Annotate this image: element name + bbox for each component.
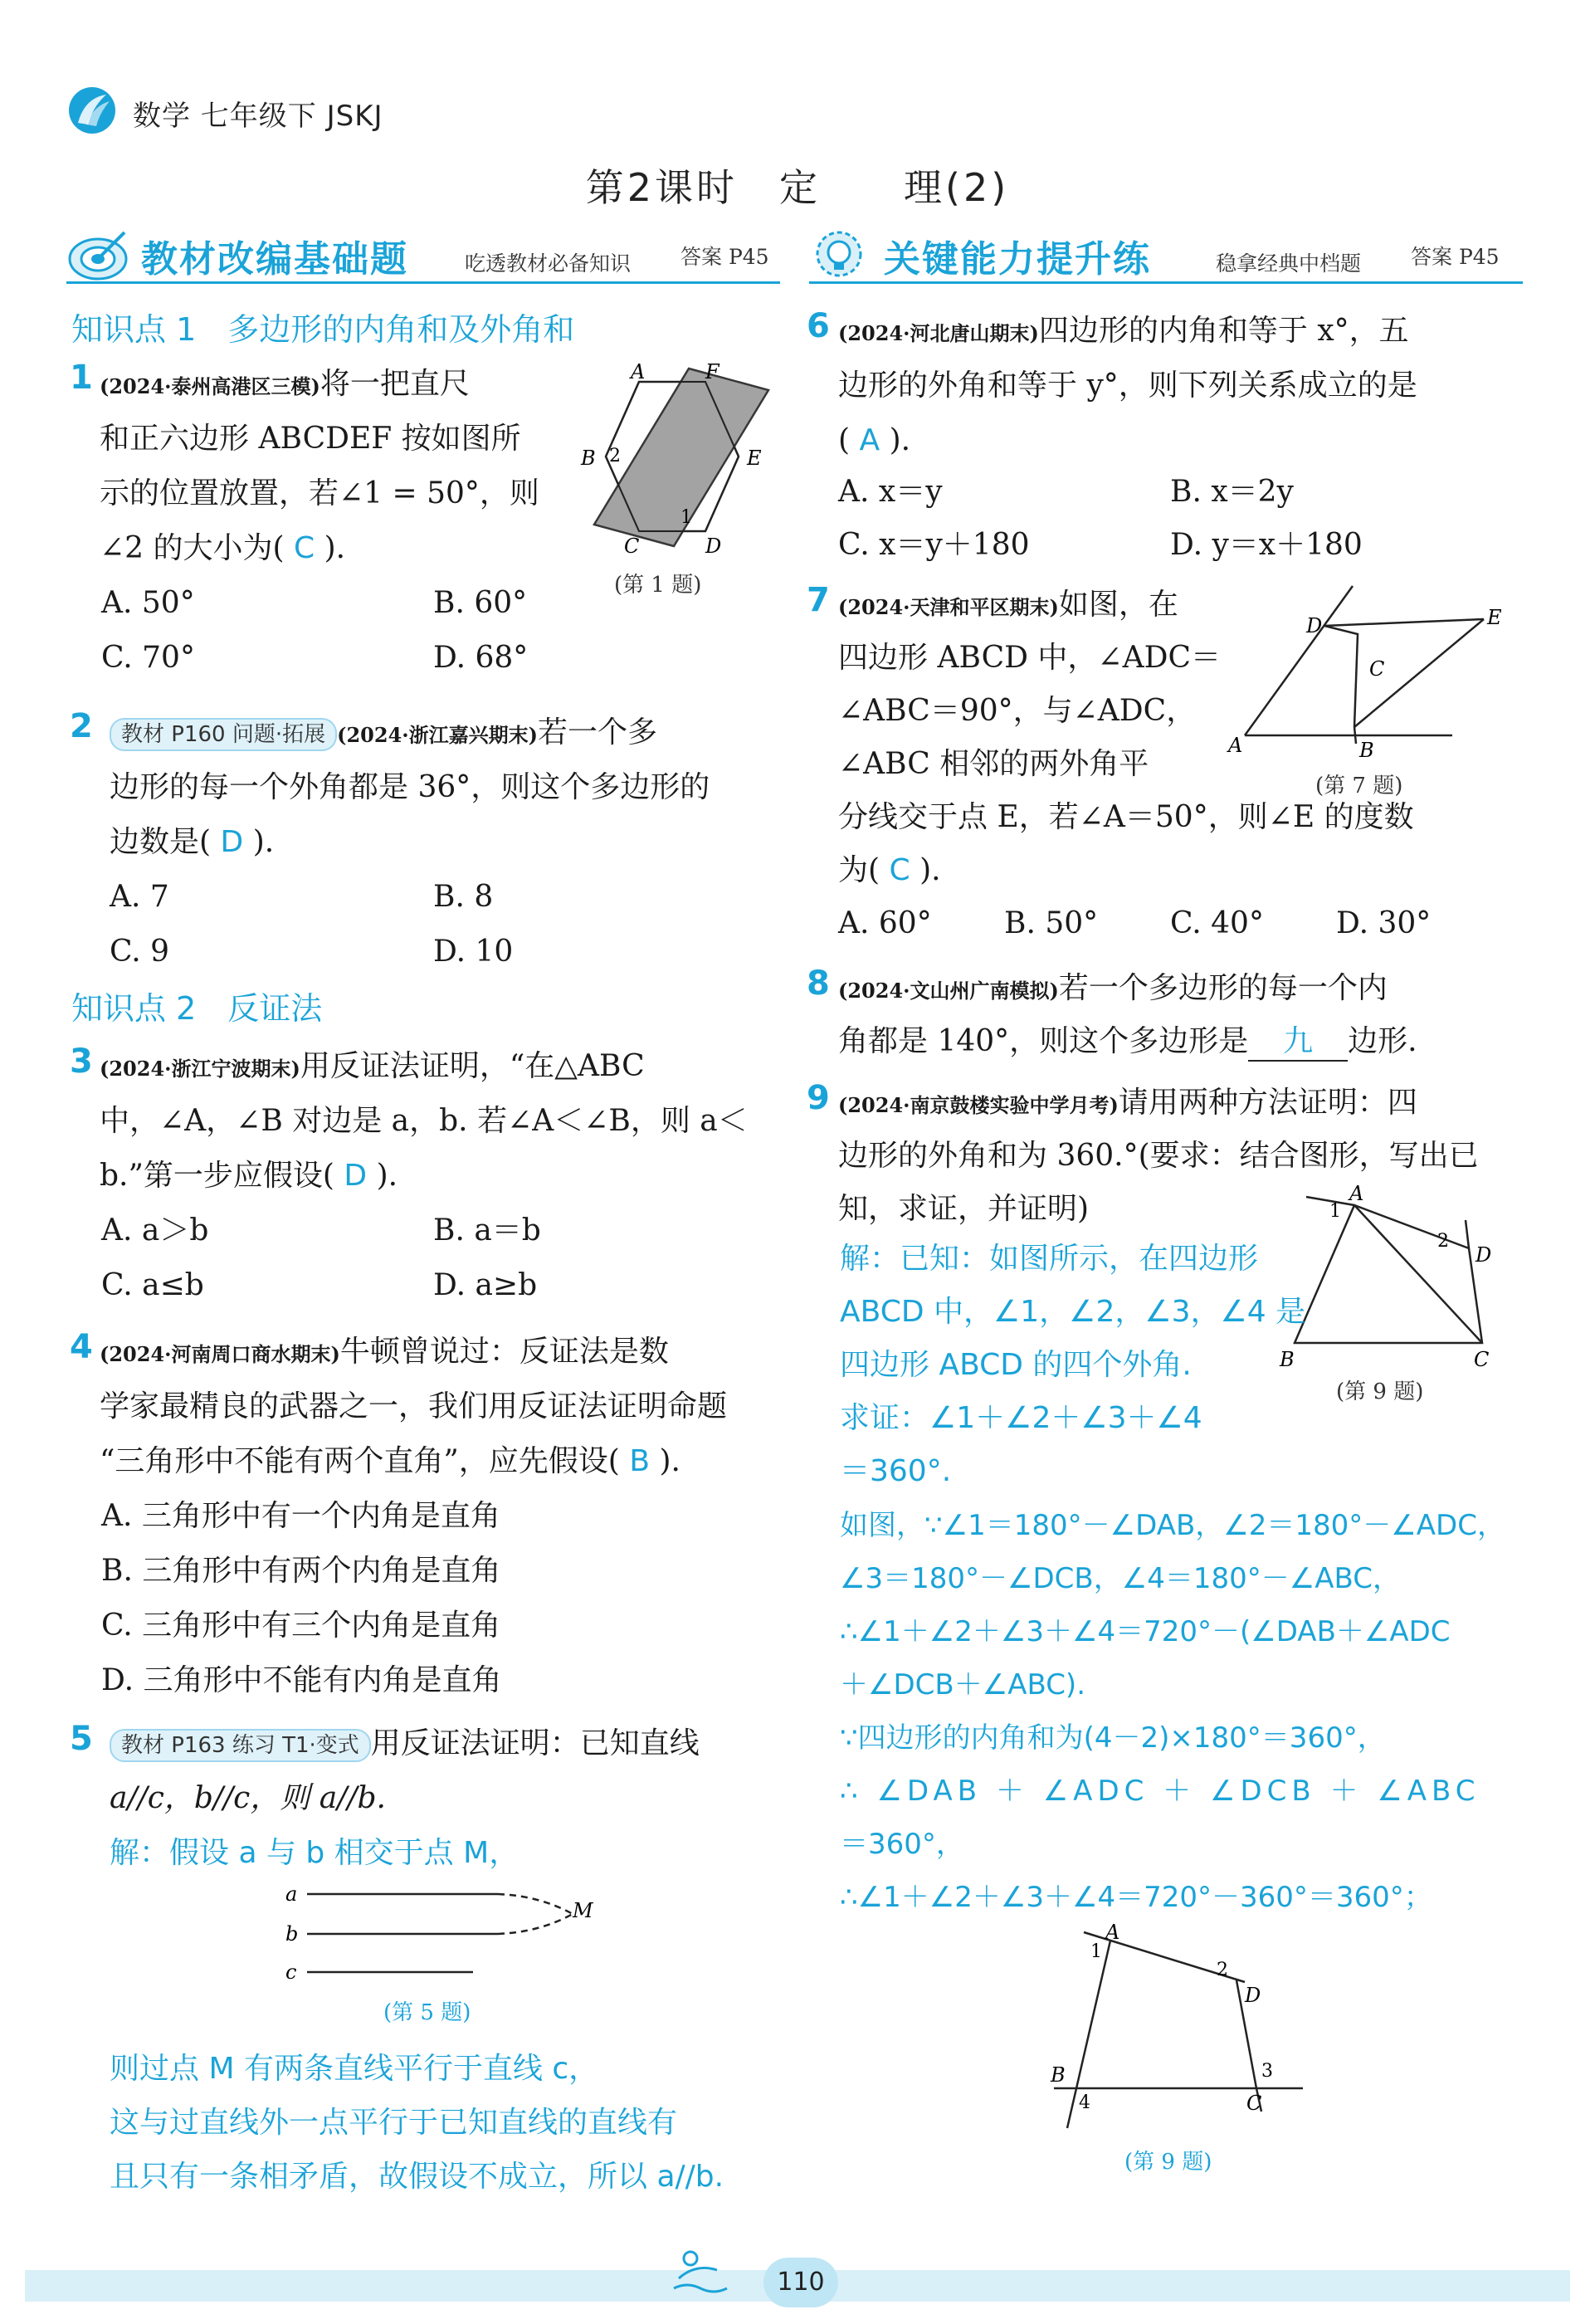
q5-tag: 教材 P163 练习 T1·变式	[110, 1729, 371, 1762]
q4-option-c: C. 三角形中有三个内角是直角	[101, 1609, 501, 1643]
q7-number: 7	[807, 581, 830, 619]
q4-option-a: A. 三角形中有一个内角是直角	[101, 1499, 500, 1533]
page-number: 110	[763, 2258, 838, 2307]
q3-option-a: A. a＞b	[101, 1213, 209, 1247]
q9-solution-12: ＝360°，	[840, 1828, 964, 1861]
q9-fig2-label-D: D	[1245, 1984, 1261, 2007]
q1-label-F: F	[705, 360, 719, 383]
q8-answer: 九	[1248, 1023, 1348, 1062]
q3-line1: (2024·浙江宁波期末)用反证法证明，“在△ABC	[100, 1049, 645, 1083]
q9-fig2-label-A: A	[1105, 1924, 1120, 1944]
q1-number: 1	[70, 359, 93, 397]
q5-label-M: M	[573, 1899, 593, 1922]
q1-line1: (2024·泰州高港区三模)将一把直尺	[100, 367, 470, 401]
q9-line1: (2024·南京鼓楼实验中学月考)请用两种方法证明：四	[838, 1086, 1417, 1120]
q9-solution-5: ＝360°.	[840, 1454, 952, 1488]
q9-fig1-label-C: C	[1474, 1348, 1490, 1371]
left-section-title: 教材改编基础题	[141, 238, 408, 281]
left-section-answer-ref: 答案 P45	[680, 245, 769, 269]
q9-solution-8: ∴∠1＋∠2＋∠3＋∠4＝720°－(∠DAB＋∠ADC	[840, 1615, 1451, 1648]
q7-label-A: A	[1228, 734, 1243, 757]
q6-option-a: A. x＝y	[838, 475, 943, 509]
q9-solution-3: 四边形 ABCD 的四个外角.	[840, 1348, 1192, 1382]
q7-line6: 为( C ).	[838, 853, 941, 887]
q6-option-c: C. x＝y＋180	[838, 528, 1030, 562]
q9-fig1-label-D: D	[1475, 1243, 1492, 1267]
q3-answer: D	[344, 1159, 368, 1193]
q9-fig2-label-1: 1	[1090, 1941, 1102, 1962]
q1-label-2: 2	[609, 446, 621, 466]
q1-label-B: B	[581, 447, 596, 470]
q5-label-b: b	[285, 1922, 299, 1946]
right-section-answer-ref: 答案 P45	[1411, 245, 1500, 269]
lesson-title: 第2课时 定 理(2)	[585, 165, 1010, 210]
lightbulb-gear-icon	[809, 227, 876, 282]
q7-caption: (第 7 题)	[1315, 774, 1403, 798]
q4-line2: 学家最精良的武器之一，我们用反证法证明命题	[100, 1389, 728, 1423]
q2-line1: 教材 P160 问题·拓展 (2024·浙江嘉兴期末)若一个多	[110, 706, 657, 763]
q1-caption: (第 1 题)	[614, 573, 702, 598]
q9-solution-11: ∴ ∠DAB ＋ ∠ADC ＋ ∠DCB ＋ ∠ABC	[840, 1775, 1480, 1808]
q7-option-a: A. 60°	[838, 906, 932, 940]
q7-label-B: B	[1359, 739, 1374, 762]
q5-line2: a//c，b//c，则 a//b.	[110, 1781, 387, 1815]
q1-label-A: A	[631, 360, 646, 383]
target-icon	[66, 227, 133, 282]
q3-option-d: D. a≥b	[433, 1268, 538, 1302]
q1-line2: 和正六边形 ABCDEF 按如图所	[100, 422, 521, 456]
q9-figure-2	[1037, 1924, 1311, 2148]
q9-fig2-label-3: 3	[1261, 2061, 1273, 2082]
q9-solution-10: ∵四边形的内角和为(4－2)×180°＝360°，	[840, 1721, 1386, 1755]
q5-solution-4: 且只有一条相矛盾，故假设不成立，所以 a//b.	[110, 2160, 724, 2194]
book-logo-icon	[68, 86, 116, 134]
knowledge-point-2: 知识点 2 反证法	[71, 990, 323, 1027]
q4-answer: B	[629, 1444, 651, 1478]
left-section-subtitle: 吃透教材必备知识	[465, 251, 632, 276]
q1-option-a: A. 50°	[101, 586, 195, 620]
q7-line3: ∠ABC＝90°，与∠ADC，	[838, 694, 1197, 728]
q9-fig1-label-A: A	[1349, 1182, 1364, 1205]
q2-option-c: C. 9	[110, 935, 170, 969]
q4-line3: “三角形中不能有两个直角”，应先假设( B ).	[100, 1444, 680, 1478]
q1-label-E: E	[747, 447, 762, 470]
q5-line1: 教材 P163 练习 T1·变式 用反证法证明：已知直线	[110, 1716, 700, 1771]
q9-solution-13: ∴∠1＋∠2＋∠3＋∠4＝720°－360°＝360°；	[840, 1881, 1432, 1914]
q6-line2: 边形的外角和等于 y°，则下列关系成立的是	[838, 369, 1417, 403]
q4-line1: (2024·河南周口商水期末)牛顿曾说过：反证法是数	[100, 1335, 669, 1369]
q7-line4: ∠ABC 相邻的两外角平	[838, 747, 1149, 781]
q7-option-d: D. 30°	[1336, 906, 1432, 940]
q7-answer: C	[889, 853, 910, 887]
q9-fig2-label-B: B	[1051, 2063, 1066, 2087]
q9-line3: 知，求证，并证明)	[838, 1192, 1090, 1226]
q6-line1: (2024·河北唐山期末)四边形的内角和等于 x°，五	[838, 314, 1409, 348]
q8-line1: (2024·文山州广南模拟)若一个多边形的每一个内	[838, 971, 1388, 1005]
q6-option-d: D. y＝x＋180	[1170, 528, 1363, 562]
q2-option-a: A. 7	[110, 880, 169, 914]
q9-fig2-label-4: 4	[1079, 2092, 1090, 2113]
q9-fig1-label-1: 1	[1329, 1201, 1341, 1222]
q5-number: 5	[70, 1720, 93, 1758]
q7-line1: (2024·天津和平区期末)如图，在	[838, 588, 1178, 622]
q3-number: 3	[70, 1042, 93, 1081]
q9-figure-1	[1278, 1180, 1527, 1371]
right-section-banner	[809, 226, 1523, 284]
q7-option-c: C. 40°	[1170, 906, 1264, 940]
q2-tag: 教材 P160 问题·拓展	[110, 718, 337, 751]
q9-solution-1: 解：已知：如图所示，在四边形	[840, 1242, 1259, 1276]
q9-solution-2: ABCD 中，∠1，∠2，∠3，∠4 是	[840, 1295, 1306, 1329]
q5-solution-2: 则过点 M 有两条直线平行于直线 c，	[110, 2052, 599, 2086]
q2-line2: 边形的每一个外角都是 36°，则这个多边形的	[110, 770, 710, 804]
q9-number: 9	[807, 1079, 830, 1117]
q1-label-C: C	[624, 535, 640, 558]
q6-answer: A	[859, 423, 880, 457]
left-section-banner	[66, 226, 780, 284]
swimmer-icon	[671, 2245, 737, 2295]
q7-line5: 分线交于点 E，若∠A＝50°，则∠E 的度数	[838, 800, 1414, 834]
q2-answer: D	[220, 825, 244, 859]
q2-line3: 边数是( D ).	[110, 825, 275, 859]
q2-number: 2	[70, 707, 93, 745]
right-section-title: 关键能力提升练	[884, 238, 1151, 281]
q1-label-1: 1	[680, 507, 692, 528]
q9-fig1-label-2: 2	[1437, 1231, 1449, 1252]
q2-option-d: D. 10	[433, 935, 514, 969]
q3-line3: b.”第一步应假设( D ).	[100, 1159, 398, 1193]
q7-figure	[1220, 578, 1519, 769]
q5-figure	[282, 1877, 606, 1985]
q5-solution-3: 这与过直线外一点平行于已知直线的直线有	[110, 2106, 678, 2140]
q5-caption: (第 5 题)	[383, 2000, 471, 2025]
q9-solution-7: ∠3＝180°－∠DCB，∠4＝180°－∠ABC，	[840, 1562, 1401, 1595]
q7-option-b: B. 50°	[1004, 906, 1099, 940]
header-subject: 数学 七年级下 JSKJ	[133, 100, 383, 133]
q6-option-b: B. x＝2y	[1170, 475, 1294, 509]
q9-solution-6: 如图，∵∠1＝180°－∠DAB，∠2＝180°－∠ADC，	[840, 1509, 1505, 1542]
q7-label-D: D	[1306, 614, 1323, 637]
q3-option-b: B. a＝b	[433, 1213, 541, 1247]
q5-label-a: a	[285, 1882, 298, 1906]
q5-solution-1: 解：假设 a 与 b 相交于点 M，	[110, 1836, 519, 1870]
q7-label-E: E	[1487, 606, 1502, 629]
q9-solution-4: 求证：∠1＋∠2＋∠3＋∠4	[840, 1401, 1202, 1435]
q1-answer: C	[294, 531, 315, 565]
q1-figure	[573, 357, 780, 564]
q4-number: 4	[70, 1328, 93, 1366]
q1-line4: ∠2 的大小为( C ).	[100, 531, 346, 565]
q9-line2: 边形的外角和为 360.°(要求：结合图形，写出已	[838, 1139, 1479, 1173]
q6-number: 6	[807, 307, 830, 345]
q8-number: 8	[807, 964, 830, 1003]
q9-caption-2: (第 9 题)	[1124, 2150, 1212, 2175]
q9-fig1-label-B: B	[1280, 1348, 1295, 1371]
q8-line2: 角都是 140°，则这个多边形是 九 边形.	[838, 1014, 1417, 1069]
q9-fig2-label-C: C	[1246, 2092, 1262, 2115]
q3-option-c: C. a≤b	[101, 1268, 204, 1302]
q7-line2: 四边形 ABCD 中，∠ADC＝	[838, 641, 1221, 675]
q4-option-d: D. 三角形中不能有内角是直角	[101, 1663, 502, 1697]
q4-option-b: B. 三角形中有两个内角是直角	[101, 1554, 501, 1588]
q3-line2: 中，∠A，∠B 对边是 a，b. 若∠A＜∠B，则 a＜	[100, 1104, 748, 1138]
q7-label-C: C	[1369, 657, 1385, 681]
knowledge-point-1: 知识点 1 多边形的内角和及外角和	[71, 311, 575, 348]
q1-option-d: D. 68°	[433, 641, 529, 675]
q9-fig2-label-2: 2	[1217, 1960, 1228, 1980]
q9-solution-9: ＋∠DCB＋∠ABC).	[840, 1668, 1086, 1702]
q6-line3: ( A ).	[838, 423, 911, 457]
q1-option-c: C. 70°	[101, 641, 195, 675]
q9-caption-1: (第 9 题)	[1336, 1379, 1424, 1404]
right-section-subtitle: 稳拿经典中档题	[1216, 251, 1362, 276]
q5-label-c: c	[285, 1960, 297, 1984]
q1-label-D: D	[705, 535, 722, 558]
q1-option-b: B. 60°	[433, 586, 528, 620]
q2-option-b: B. 8	[433, 880, 494, 914]
q1-line3: 示的位置放置，若∠1 = 50°，则	[100, 476, 539, 510]
